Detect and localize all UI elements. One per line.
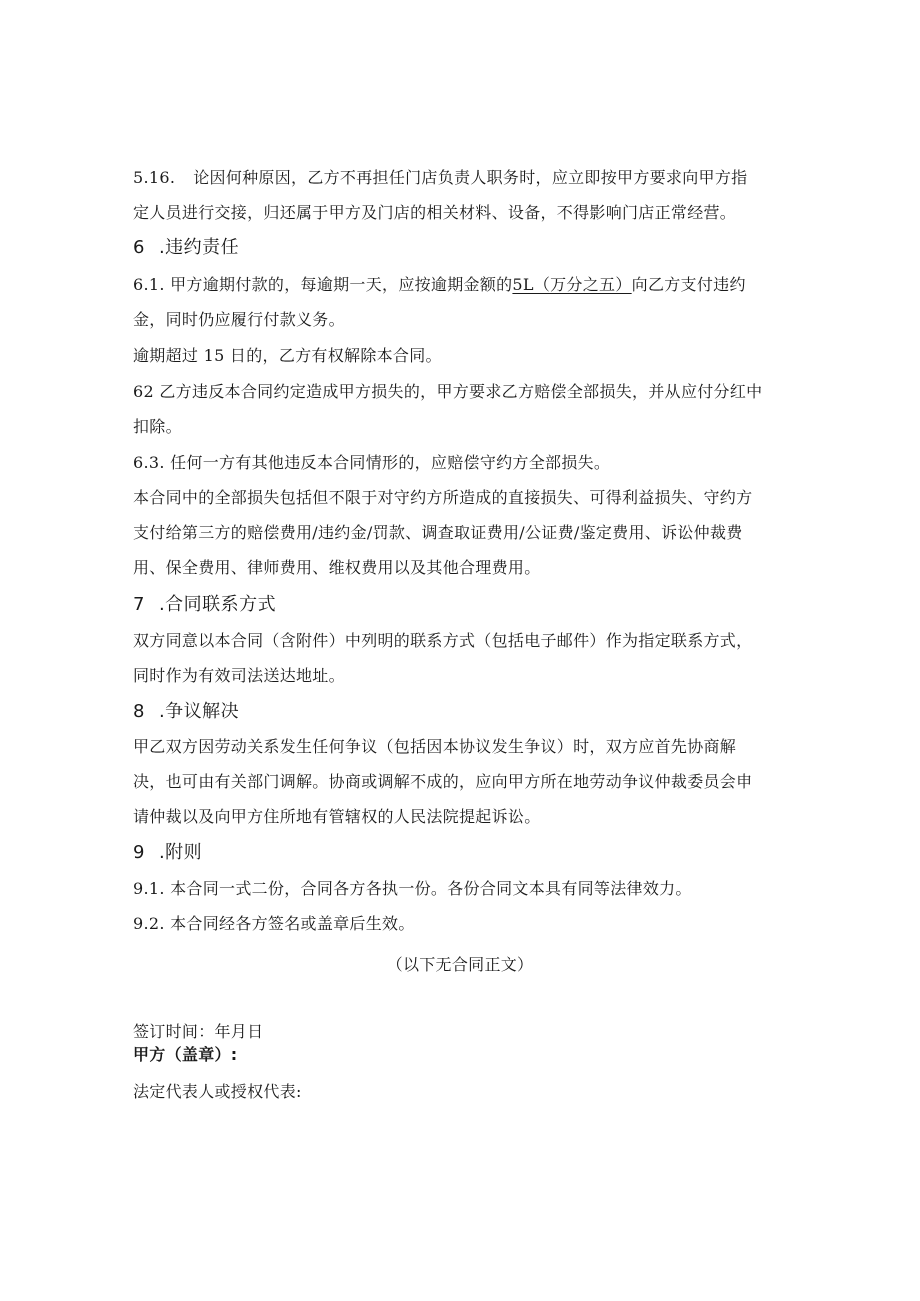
- clause-9-2: 9.2. 本合同经各方签名或盖章后生效。: [133, 914, 415, 933]
- section-8-line-1: 甲乙双方因劳动关系发生任何争议（包括因本协议发生争议）时，双方应首先协商解: [133, 737, 737, 756]
- clause-6-2-line-2: 扣除。: [133, 417, 182, 436]
- section-8-heading: [133, 701, 239, 723]
- clause-5-16-line-1: [133, 168, 747, 188]
- clause-6-2-line-1: 62 乙方违反本合同约定造成甲方损失的，甲方要求乙方赔偿全部损失，并从应付分红中: [133, 382, 763, 401]
- end-of-body-note: （以下无合同正文）: [386, 955, 534, 974]
- clause-5-16-line-2: 定人员进行交接，归还属于甲方及门店的相关材料、设备，不得影响门店正常经营。: [133, 203, 737, 222]
- clause-text: 向乙方支付违约: [631, 275, 746, 294]
- section-7-heading: [133, 594, 276, 616]
- section-9-heading: [133, 842, 202, 864]
- clause-6-1-extra: 逾期超过 15 日的，乙方有权解除本合同。: [133, 346, 442, 365]
- penalty-rate-underlined: 5L（万分之五）: [512, 275, 632, 294]
- loss-definition-line-1: 本合同中的全部损失包括但不限于对守约方所造成的直接损失、可得利益损失、守约方: [133, 488, 753, 507]
- section-7-line-2: 同时作为有效司法送达地址。: [133, 666, 345, 685]
- clause-text: 6.1. 甲方逾期付款的，每逾期一天，应按逾期金额的: [133, 275, 513, 294]
- section-8-line-3: 请仲裁以及向甲方住所地有管辖权的人民法院提起诉讼。: [133, 807, 541, 826]
- section-title: .违约责任: [158, 237, 240, 258]
- section-title: .合同联系方式: [158, 594, 277, 615]
- legal-representative-label: 法定代表人或授权代表:: [133, 1082, 302, 1101]
- clause-6-3: 6.3. 任何一方有其他违反本合同情形的，应赔偿守约方全部损失。: [133, 453, 611, 472]
- section-number: 9: [133, 842, 145, 863]
- clause-6-1-line-1: [133, 275, 746, 295]
- section-number: 6: [133, 237, 145, 258]
- signing-date-label: 签订时间：年月日: [133, 1022, 264, 1041]
- clause-6-1-line-2: 金，同时仍应履行付款义务。: [133, 310, 345, 329]
- section-title: .争议解决: [158, 701, 240, 722]
- section-8-line-2: 决，也可由有关部门调解。协商或调解不成的，应向甲方所在地劳动争议仲裁委员会申: [133, 772, 753, 791]
- party-a-seal-label: 甲方（盖章）:: [133, 1045, 238, 1064]
- section-title: .附则: [158, 842, 203, 863]
- section-7-line-1: 双方同意以本合同（含附件）中列明的联系方式（包括电子邮件）作为指定联系方式，: [133, 631, 753, 650]
- section-6-heading: [133, 237, 239, 259]
- clause-text: 论因何种原因，乙方不再担任门店负责人职务时，应立即按甲方要求向甲方指: [193, 168, 748, 187]
- clause-9-1: 9.1. 本合同一式二份，合同各方各执一份。各份合同文本具有同等法律效力。: [133, 879, 692, 898]
- clause-number: 5.16.: [133, 168, 176, 187]
- loss-definition-line-2: 支付给第三方的赔偿费用/违约金/罚款、调查取证费用/公证费/鉴定费用、诉讼仲裁费: [133, 523, 743, 542]
- section-number: 7: [133, 594, 145, 615]
- section-number: 8: [133, 701, 145, 722]
- loss-definition-line-3: 用、保全费用、律师费用、维权费用以及其他合理费用。: [133, 558, 541, 577]
